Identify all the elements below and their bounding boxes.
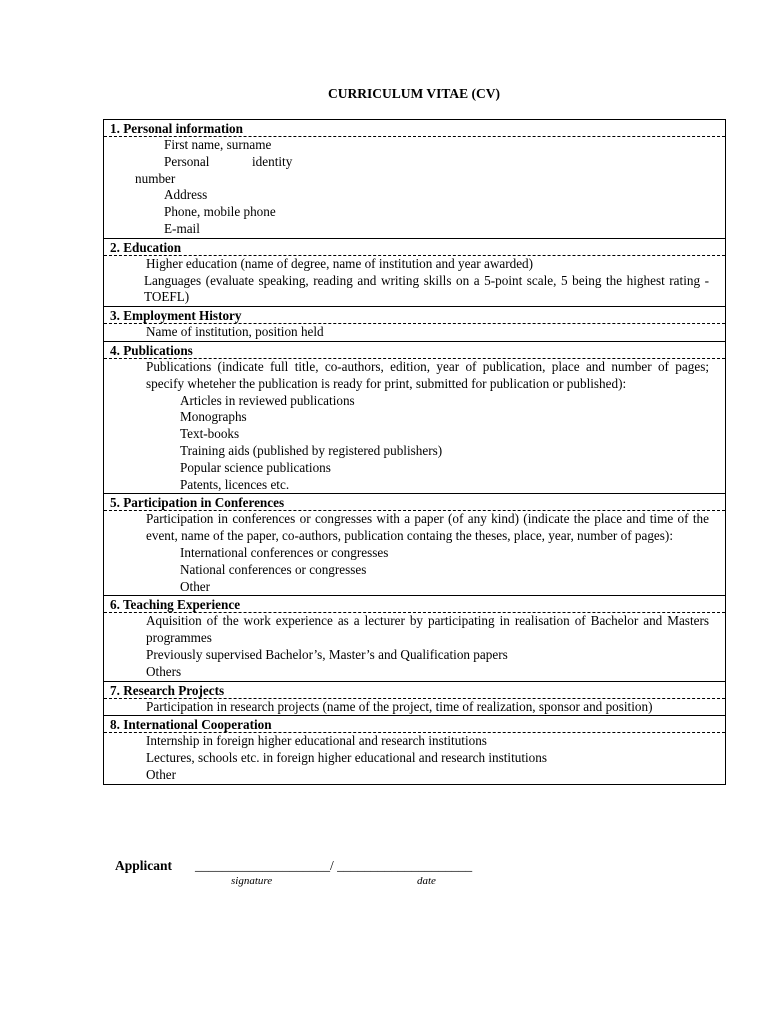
field-languages: Languages (evaluate speaking, reading and writing skills on a 5-point scale, 5 being the highest rating - TOEFL) (144, 272, 709, 305)
field-internship: Internship in foreign higher educational and research institutions (146, 733, 487, 749)
list-item: Other (180, 578, 211, 594)
list-item: Monographs (180, 409, 247, 425)
section-personal-information (104, 120, 725, 238)
section-heading: 5. Participation in Conferences (104, 494, 725, 511)
section-teaching-experience (104, 595, 725, 680)
conferences-intro: Participation in conferences or congresses with a paper (of any kind) (indicate the place and time of the event, name of the paper, co-authors, publication containg the theses, place, year, number of pages): (146, 511, 709, 544)
cv-form (103, 119, 726, 785)
list-item: Popular science publications (180, 459, 331, 475)
list-item: National conferences or congresses (180, 561, 367, 577)
field-supervised-papers: Previously supervised Bachelor’s, Master’s and Qualification papers (146, 646, 508, 662)
list-item: Text-books (180, 426, 240, 442)
applicant-signature-row (115, 858, 615, 898)
section-heading: 2. Education (104, 239, 725, 256)
applicant-label: Applicant (115, 858, 173, 873)
section-conferences (104, 493, 725, 595)
section-publications (104, 341, 725, 493)
section-heading: 4. Publications (104, 342, 725, 359)
field-lecturer-experience: Aquisition of the work experience as a lecturer by participating in realisation of Bachelor and Masters programmes (146, 613, 709, 646)
field-email: E-mail (164, 220, 200, 236)
section-employment-history (104, 306, 725, 341)
section-education (104, 238, 725, 306)
field-label-identity: identity (252, 153, 293, 169)
field-label-personal: Personal (164, 153, 210, 169)
list-item: International conferences or congresses (180, 544, 389, 560)
field-other: Other (146, 766, 177, 782)
signature-caption: signature (231, 875, 273, 887)
publications-intro: Publications (indicate full title, co-authors, edition, year of publication, place and number of pages; specify wheteher the publication is ready for print, submitted for publication or published): (146, 358, 709, 391)
list-item: Articles in reviewed publications (180, 392, 355, 408)
section-heading: 6. Teaching Experience (104, 596, 725, 613)
list-item: Patents, licences etc. (180, 476, 290, 492)
field-name: First name, surname (164, 137, 272, 152)
field-phone: Phone, mobile phone (164, 204, 276, 220)
section-heading: 1. Personal information (104, 120, 725, 137)
field-label-number: number (135, 170, 176, 186)
signature-date-line[interactable]: ____________________/ ____________________ (195, 858, 473, 873)
page-title: CURRICULUM VITAE (CV) (328, 86, 500, 101)
field-higher-education: Higher education (name of degree, name of institution and year awarded) (146, 255, 534, 271)
field-research-participation: Participation in research projects (name of the project, time of realization, sponsor and position) (146, 698, 653, 714)
date-caption: date (417, 875, 436, 887)
field-address: Address (164, 187, 208, 203)
section-heading: 3. Employment History (104, 307, 725, 324)
field-personal-identity-number (104, 154, 717, 171)
section-international-cooperation (104, 715, 725, 783)
field-lectures-schools: Lectures, schools etc. in foreign higher educational and research institutions (146, 750, 547, 766)
field-others: Others (146, 663, 182, 679)
section-heading: 8. International Cooperation (104, 716, 725, 733)
section-heading: 7. Research Projects (104, 682, 725, 699)
field-institution-position: Name of institution, position held (146, 324, 324, 340)
section-research-projects (104, 681, 725, 716)
list-item: Training aids (published by registered publishers) (180, 442, 443, 458)
